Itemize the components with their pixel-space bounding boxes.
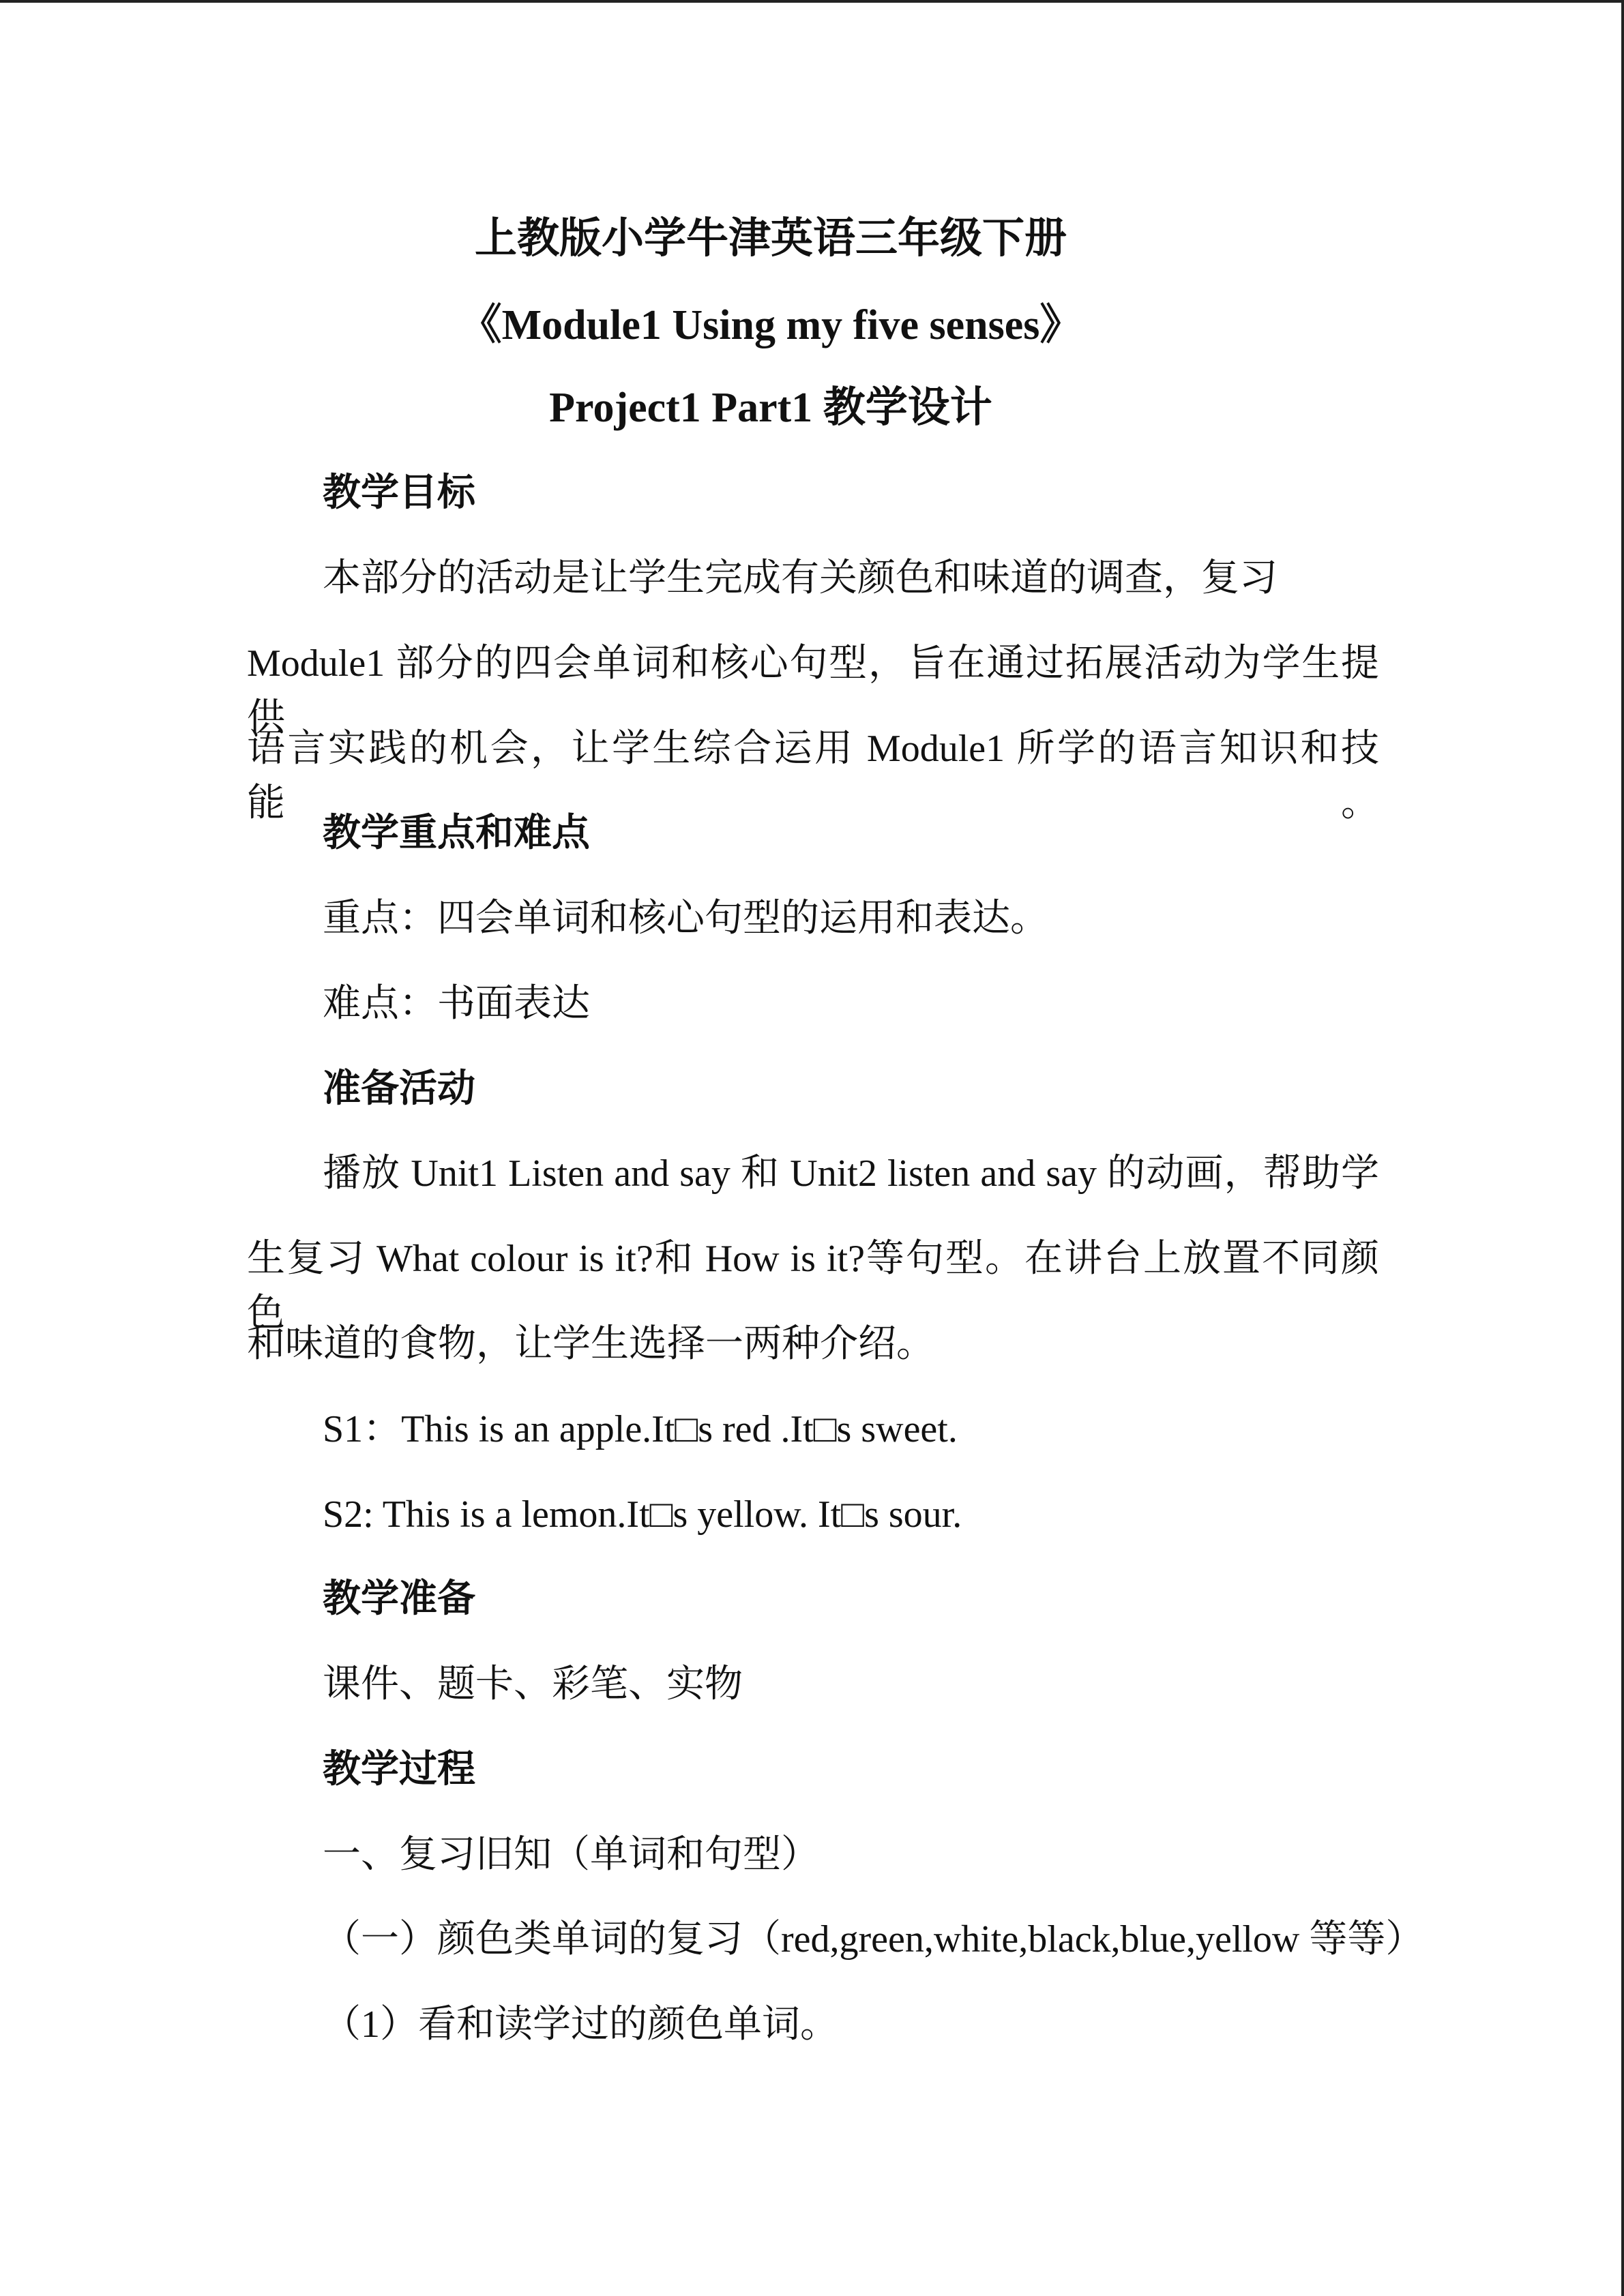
materials-heading: 教学准备 xyxy=(323,1578,475,1620)
objectives-line-3: 语言实践的机会，让学生综合运用 Module1 所学的语言知识和技能。 xyxy=(247,728,1379,824)
title-line-3: Project1 Part1 教学设计 xyxy=(549,385,992,431)
process-heading: 教学过程 xyxy=(323,1748,475,1791)
key-points-focus: 重点：四会单词和核心句型的运用和表达。 xyxy=(323,897,1048,940)
process-step-1-1: （一）颜色类单词的复习（red,green,white,black,blue,yellow 等等） xyxy=(323,1918,1424,1960)
title-line-1: 上教版小学牛津英语三年级下册 xyxy=(474,215,1067,262)
title-line-2: 《Module1 Using my five senses》 xyxy=(459,302,1082,348)
preparation-activity-heading: 准备活动 xyxy=(323,1068,475,1110)
objectives-line-1: 本部分的活动是让学生完成有关颜色和味道的调查，复习 xyxy=(323,557,1278,599)
dialogue-s2: S2: This is a lemon.It□s yellow. It□s sour. xyxy=(323,1493,962,1536)
key-points-difficulty: 难点：书面表达 xyxy=(323,983,590,1025)
objectives-line-2: Module1 部分的四会单词和核心句型，旨在通过拓展活动为学生提供 xyxy=(247,642,1379,739)
preparation-activity-line-3: 和味道的食物，让学生选择一两种介绍。 xyxy=(247,1323,934,1365)
preparation-activity-line-2: 生复习 What colour is it?和 How is it?等句型。在讲台上放置不同颜色 xyxy=(247,1238,1379,1335)
process-step-1: 一、复习旧知（单词和句型） xyxy=(323,1834,819,1876)
preparation-activity-line-1: 播放 Unit1 Listen and say 和 Unit2 listen and say 的动画，帮助学 xyxy=(323,1152,1379,1195)
process-step-1-1-1: （1）看和读学过的颜色单词。 xyxy=(323,2003,838,2046)
objectives-heading: 教学目标 xyxy=(323,472,475,514)
key-points-heading: 教学重点和难点 xyxy=(323,812,590,854)
dialogue-s1: S1：This is an apple.It□s red .It□s sweet. xyxy=(323,1408,958,1450)
materials-items: 课件、题卡、彩笔、实物 xyxy=(323,1663,743,1705)
